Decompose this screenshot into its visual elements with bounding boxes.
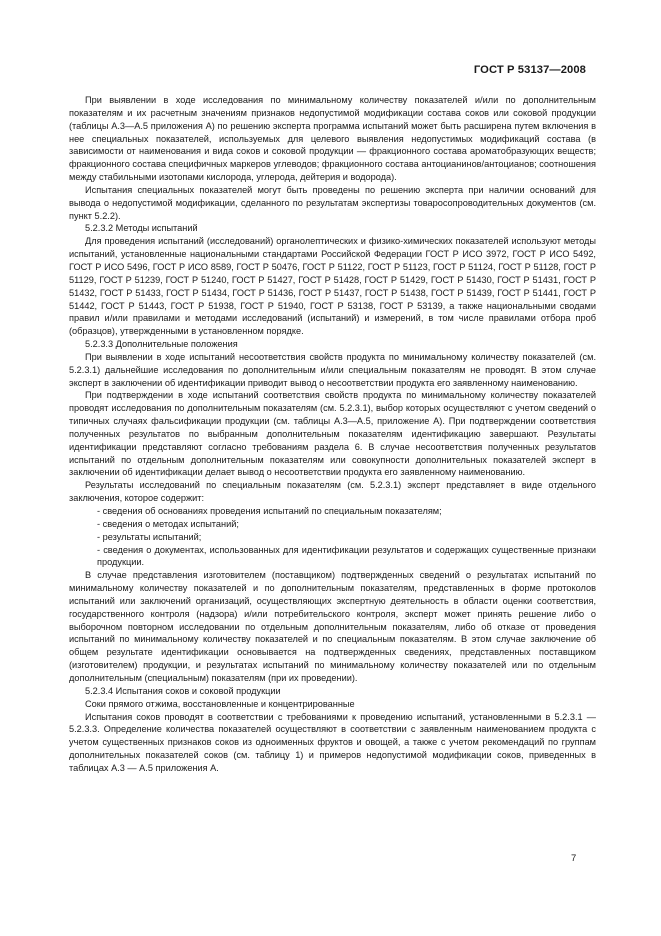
document-body <box>69 94 596 775</box>
subsection-heading: 5.2.3.4 Испытания соков и соковой продукции <box>85 685 281 696</box>
subsection-subheading: Соки прямого отжима, восстановленные и концентрированные <box>85 698 355 709</box>
list-item: - сведения о документах, использованных для идентификации результатов и содержащих существенные признаки продукции. <box>97 544 596 568</box>
paragraph: При выявлении в ходе исследования по минимальному количеству показателей и/или по дополнительным показателям и их расчетным значениям признаков недопустимой модификации состава соков или соковой продукции (таблицы А.3—А.5 приложения А) по решению эксперта программа испытаний может быть расширена путем включения в нее специальных показателей, используемых для целевого выявления недопустимых модификаций состава (в зависимости от наименования и вида соков и соковой продукции — фракционного состава ароматобразующих веществ; фракционного состава специфичных маркеров углеводов; фракционного состава антоцианинов/антоцианов; соотношения между стабильными изотопами кислорода, углерода, дейтерия и водорода). <box>69 95 596 183</box>
paragraph: В случае представления изготовителем (поставщиком) подтвержденных сведений о результатах испытаний по минимальному количеству показателей и по дополнительным показателям, представленных в форме протоколов испытаний или заключений организаций, осуществляющих экспертную деятельность в области оценки соответствия, государственного контроля (надзора) и/или потребительского контроля, эксперт может принять решение либо о выборочном повторном исследовании по отдельным дополнительным показателям, либо об отказе от проведения испытаний по минимальному количеству показателей и по специальным показателям. В этом случае заключение об общем результате идентификации основывается на подтвержденных сведениях, представленных поставщиком (изготовителем) продукции, и результатах испытаний по минимальному количеству показателей или по отдельным дополнительным (специальным) показателям (при их проведении). <box>69 570 596 683</box>
paragraph: Результаты исследований по специальным показателям (см. 5.2.3.1) эксперт представляет в виде отдельного заключения, которое содержит: <box>69 480 596 504</box>
subsection-heading: 5.2.3.2 Методы испытаний <box>85 223 198 234</box>
paragraph: Испытания специальных показателей могут быть проведены по решению эксперта при наличии оснований для вывода о недопустимой модификации, сделанного по результатам экспертизы товаросопроводительных документов (см. пункт 5.2.2). <box>69 184 596 221</box>
paragraph: Для проведения испытаний (исследований) органолептических и физико-химических показателей используют методы испытаний, установленные национальными стандартами Российской Федерации ГОСТ Р ИСО 3972, ГОСТ Р ИСО 5492, ГОСТ Р ИСО 5496, ГОСТ Р ИСО 8589, ГОСТ Р 50476, ГОСТ Р 51122, ГОСТ Р 51123, ГОСТ Р 51124, ГОСТ Р 51128, ГОСТ Р 51129, ГОСТ Р 51239, ГОСТ Р 51240, ГОСТ Р 51427, ГОСТ Р 51428, ГОСТ Р 51429, ГОСТ Р 51430, ГОСТ Р 51431, ГОСТ Р 51432, ГОСТ Р 51433, ГОСТ Р 51434, ГОСТ Р 51436, ГОСТ Р 51437, ГОСТ Р 51438, ГОСТ Р 51439, ГОСТ Р 51441, ГОСТ Р 51442, ГОСТ Р 51443, ГОСТ Р 51938, ГОСТ Р 51940, ГОСТ Р 53138, ГОСТ Р 53139, а также национальными сводами правил и/или правилами и методами исследований (испытаний) и измерений, в том числе правилами отбора проб (образцов), утвержденными в установленном порядке. <box>69 236 596 337</box>
list-item: - результаты испытаний; <box>97 531 202 542</box>
list-item: - сведения о методах испытаний; <box>97 518 239 529</box>
paragraph: При подтверждении в ходе испытаний соответствия свойств продукта по минимальному количеству показателей проводят исследования по дополнительным показателям (см. 5.2.3.1), выбор которых осуществляют с учетом сведений о типичных случаях фальсификации продукции (см. таблицы А.3—А.5, приложение А). При подтверждении соответствия полученных результатов по выбранным дополнительным показателям идентификацию завершают. Результаты идентификации представляют согласно требованиям раздела 6. В случае несоответствия полученных результатов испытаний по отдельным дополнительным показателям или совокупности дополнительных показателей эксперт в заключении об идентификации делает вывод о несоответствии продукта его заявленному наименованию. <box>69 390 596 478</box>
paragraph: Испытания соков проводят в соответствии с требованиями к проведению испытаний, установленными в 5.2.3.1 — 5.2.3.3. Определение количества показателей осуществляют в соответствии с заявленным наименованием продукта с учетом существенных признаков соков из одноименных фруктов и овощей, а также с учетом рекомендаций по группам дополнительных показателей соков (см. таблицу 1) и примеров недопустимой модификации соков, приведенных в таблицах А.3 — А.5 приложения А. <box>69 711 596 773</box>
subsection-heading: 5.2.3.3 Дополнительные положения <box>85 339 238 350</box>
page-number: 7 <box>571 853 577 864</box>
document-number-header: ГОСТ Р 53137—2008 <box>473 64 586 76</box>
paragraph: При выявлении в ходе испытаний несоответствия свойств продукта по минимальному количеству показателей (см. 5.2.3.1) дальнейшие исследования по дополнительным и/или специальным показателям не проводят. В этом случае эксперт в заключении об идентификации приводит вывод о несоответствии продукта его заявленному наименованию. <box>69 351 596 388</box>
list-item: - сведения об основаниях проведения испытаний по специальным показателям; <box>97 506 442 516</box>
